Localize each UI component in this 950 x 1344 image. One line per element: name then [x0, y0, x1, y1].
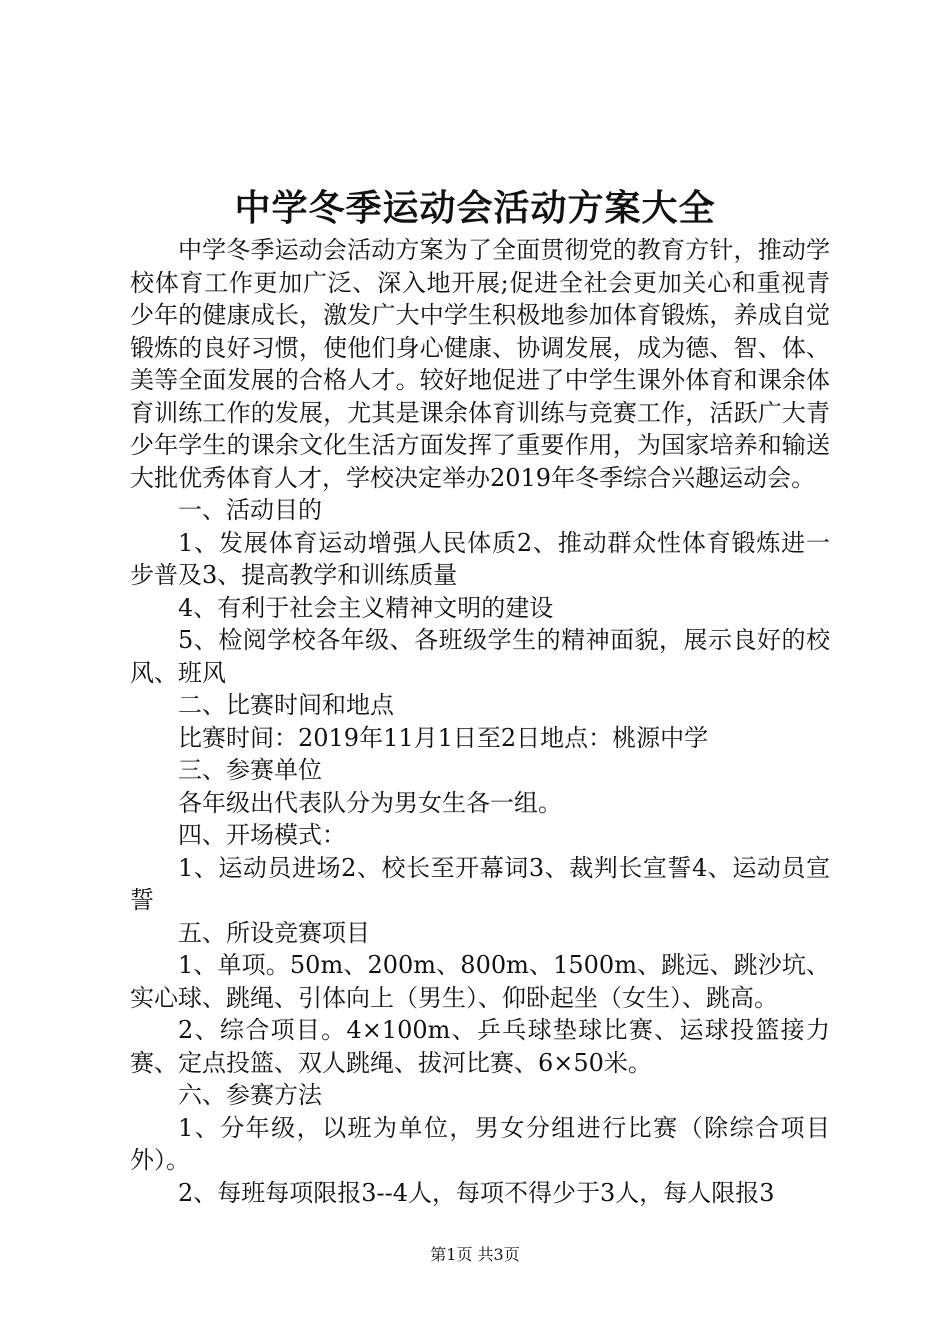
paragraph: 2、每班每项限报3--4人，每项不得少于3人，每人限报3 [178, 1178, 775, 1207]
paragraph: 1、单项。50m、200m、800m、1500m、跳远、跳沙坑、实心球、跳绳、引体向上（男生）、仰卧起坐（女生）、跳高。 [130, 951, 830, 1012]
section-heading: 四、开场模式： [178, 821, 346, 849]
paragraph: 各年级出代表队分为男女生各一组。 [178, 788, 562, 817]
section-heading: 二、比赛时间和地点 [178, 691, 394, 719]
document-title: 中学冬季运动会活动方案大全 [234, 187, 716, 229]
section-heading: 三、参赛单位 [178, 756, 322, 784]
section-heading: 一、活动目的 [178, 496, 322, 524]
paragraph: 4、有利于社会主义精神文明的建设 [178, 593, 554, 622]
paragraph: 1、发展体育运动增强人民体质2、推动群众性体育锻炼进一步普及3、提高教学和训练质量 [130, 528, 830, 589]
section-heading: 六、参赛方法 [178, 1081, 322, 1109]
paragraph: 1、运动员进场2、校长至开幕词3、裁判长宣誓4、运动员宣誓 [130, 853, 830, 914]
page-footer: 第1页 共3页 [430, 1245, 520, 1264]
section-heading: 五、所设竞赛项目 [178, 918, 370, 947]
paragraph: 1、分年级，以班为单位，男女分组进行比赛（除综合项目外）。 [130, 1113, 830, 1174]
paragraph: 2、综合项目。4×100m、乒乓球垫球比赛、运球投篮接力赛、定点投篮、双人跳绳、拔河比赛、6×50米。 [130, 1016, 830, 1077]
intro-paragraph: 中学冬季运动会活动方案为了全面贯彻党的教育方针，推动学校体育工作更加广泛、深入地开展;促进全社会更加关心和重视青少年的健康成长，激发广大中学生积极地参加体育锻炼，养成自觉锻炼的良好习惯，使他们身心健康、协调发展，成为德、智、体、美等全面发展的合格人才。较好地促进了中学生课外体育和课余体育训练工作的发展，尤其是课余体育训练与竞赛工作，活跃广大青少年学生的课余文化生活方面发挥了重要作用，为国家培养和输送大批优秀体育人才，学校决定举办2019年冬季综合兴趣运动会。 [130, 236, 830, 492]
document-body [130, 234, 830, 1209]
paragraph: 5、检阅学校各年级、各班级学生的精神面貌，展示良好的校风、班风 [130, 626, 830, 687]
paragraph: 比赛时间：2019年11月1日至2日地点：桃源中学 [178, 723, 709, 752]
